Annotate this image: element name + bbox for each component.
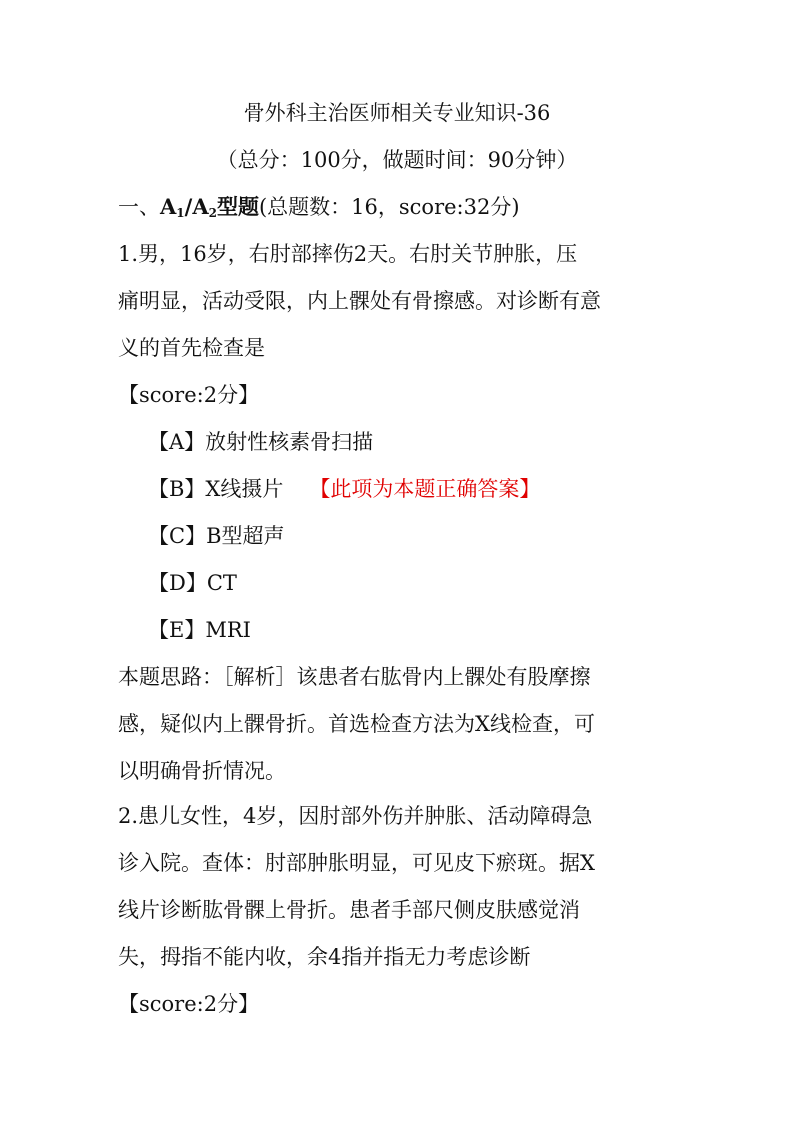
analysis-line: 本题思路：［解析］该患者右肱骨内上髁处有股摩擦 [118,665,591,689]
question-stem-line: 失，拇指不能内收，余4指并指无力考虑诊断 [118,945,531,969]
type-slash: / [184,194,193,219]
analysis-line: 感，疑似内上髁骨折。首选检查方法为X线检查，可 [118,712,595,736]
page-title: 骨外科主治医师相关专业知识-36 [243,101,551,125]
question-stem-line: 诊入院。查体：肘部肿胀明显，可见皮下瘀斑。据X [118,851,595,875]
question-stem-line: 1.男，16岁，右肘部摔伤2天。右肘关节肿胀，压 [118,242,578,266]
correct-answer-note: 【此项为本题正确答案】 [309,477,541,501]
question-score: 【score:2分】 [118,992,260,1016]
question-stem-line: 义的首先检查是 [118,336,265,360]
question-score: 【score:2分】 [118,383,260,407]
question-stem-line: 线片诊断肱骨髁上骨折。患者手部尺侧皮肤感觉消 [118,898,580,922]
option-b[interactable] [148,476,540,502]
section-meta: (总题数：16，score:32分) [258,195,520,219]
type-a2-subscript: 2 [208,206,217,220]
section-prefix: 一、 [118,195,160,219]
type-a2: A [192,194,209,219]
type-a1-subscript: 1 [176,206,185,220]
question-stem-line: 2.患儿女性，4岁，因肘部外伤并肿胀、活动障碍急 [118,804,593,828]
type-a1: A [160,194,177,219]
option-b-label: 【B】X线摄片 [148,477,284,501]
option-d[interactable]: 【D】CT [148,571,237,595]
option-a[interactable]: 【A】放射性核素骨扫描 [148,430,374,454]
option-c[interactable]: 【C】B型超声 [148,524,285,548]
option-e[interactable]: 【E】MRI [148,618,251,642]
type-label: 型题 [216,194,259,219]
analysis-line: 以明确骨折情况。 [118,759,286,783]
page-subtitle: （总分：100分，做题时间：90分钟） [216,148,578,172]
section-type [160,194,259,219]
question-stem-line: 痛明显，活动受限，内上髁处有骨擦感。对诊断有意 [118,289,601,313]
section-header [118,194,520,226]
